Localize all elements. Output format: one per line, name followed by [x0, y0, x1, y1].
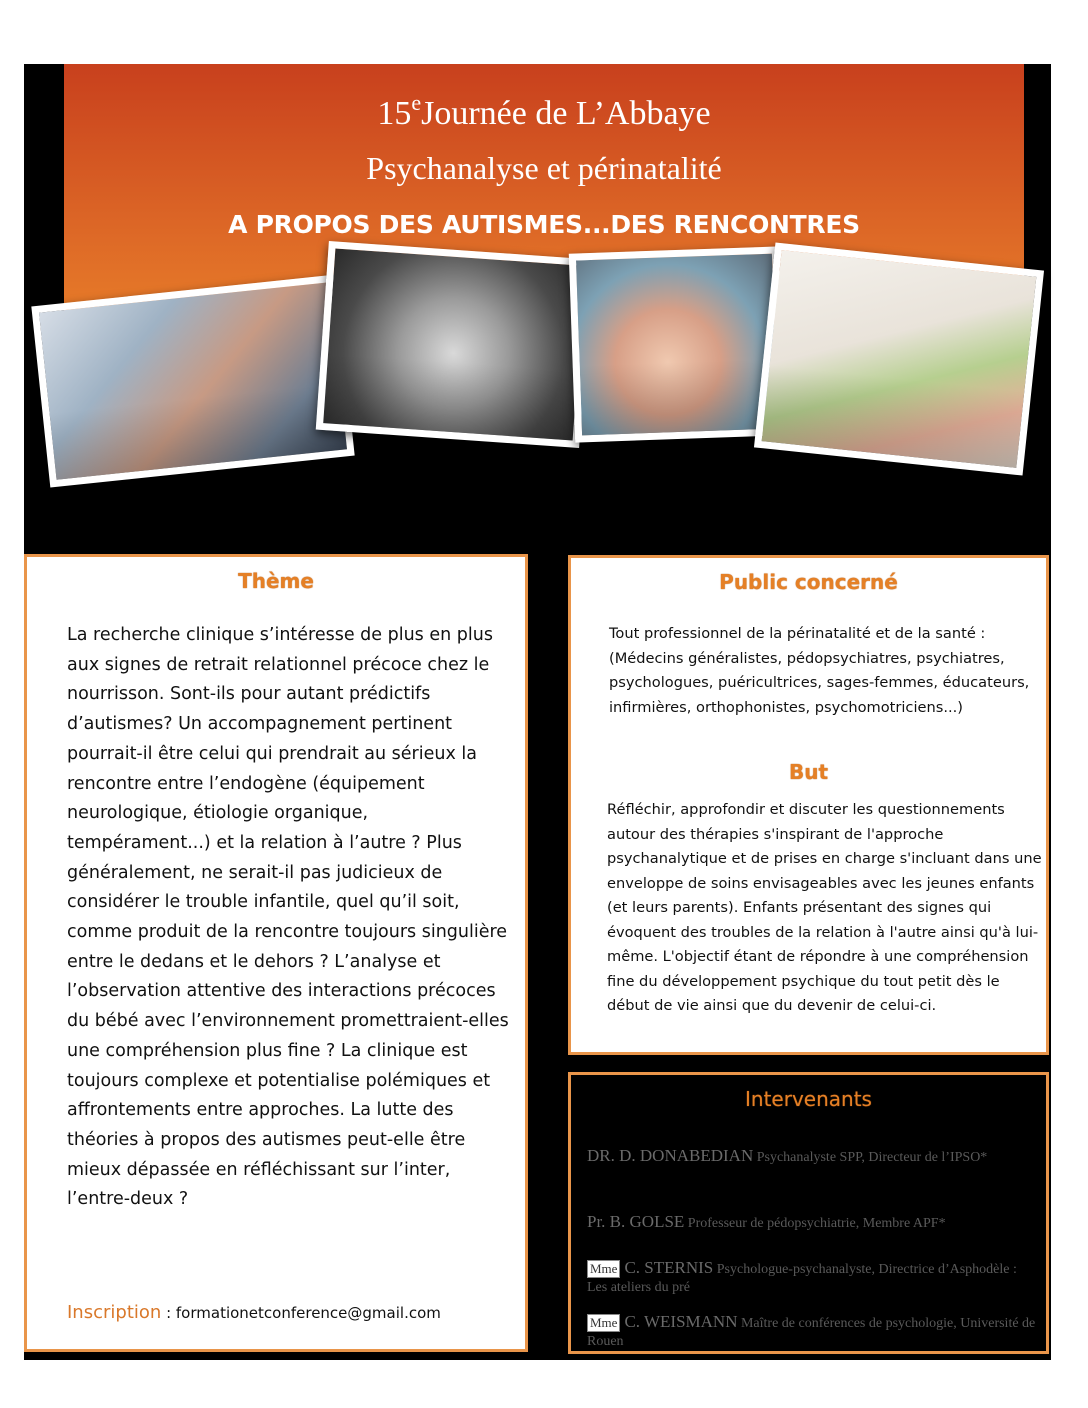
inscription-label: Inscription: [67, 1302, 162, 1323]
event-title: 15eJournée de L’Abbaye: [377, 90, 711, 132]
public-text: Tout professionnel de la périnatalité et de la santé : (Médecins généralistes, pédopsychiatres, psychiatres, psychologues, puéricultrices, sages-femmes, éducateurs, infirmières, orthophonistes, psychomotriciens...): [609, 625, 1030, 717]
theme-text: La recherche clinique s’intéresse de plus en plus aux signes de retrait relationnel précoce chez le nourrisson. Sont-ils pour autant prédictifs d’autismes? Un accompagnement pertinent pourrait-il être celui qui prendrait au sérieux la rencontre entre l’endogène (équipement neurologique, étiologie organique, tempérament...) et la relation à l’autre ? Plus généralement, ne serait-il pas judicieux de considérer le trouble infantile, quel qu’il soit, comme produit de la rencontre toujours singulière entre le dedans et le dehors ? L’analyse et l’observation attentive des interactions précoces du bébé avec l’environnement promettraient-elles une compréhension plus fine ? La clinique est toujours complexe et potentialise polémiques et affrontements entre approches. La lutte des théories à propos des autismes peut-elle être mieux dépassée en réfléchissant sur l’inter, l’entre-deux ?: [67, 625, 509, 1210]
intervenants-box: [568, 1072, 1049, 1354]
inscription-email[interactable]: formationetconference@gmail.com: [175, 1304, 441, 1322]
photo-child-playing: [754, 242, 1044, 475]
event-tagline: A PROPOS DES AUTISMES...DES RENCONTRES: [228, 210, 860, 239]
theme-box: [24, 554, 528, 1352]
speaker-sternis: Mme C. STERNIS Psychologue-psychanalyste, Directrice d’Asphodèle : Les ateliers du pré: [587, 1258, 1017, 1295]
photo-newborn-scale: [31, 275, 354, 488]
theme-heading: Thème: [238, 569, 314, 593]
speaker-golse: Pr. B. GOLSE Professeur de pédopsychiatrie, Membre APF*: [587, 1212, 946, 1231]
civility-badge: Mme: [587, 1260, 620, 1278]
civility-badge: Mme: [587, 1314, 620, 1332]
speaker-weismann: Mme C. WEISMANN Maître de conférences de psychologie, Université de Rouen: [587, 1312, 1036, 1349]
inscription-separator: :: [161, 1304, 176, 1322]
event-subtitle: Psychanalyse et périnatalité: [366, 150, 722, 186]
intervenants-heading: Intervenants: [745, 1087, 872, 1111]
inscription: [67, 1302, 441, 1323]
public-heading: Public concerné: [719, 570, 898, 594]
but-text: Réfléchir, approfondir et discuter les questionnements autour des thérapies s'inspirant de l'approche psychanalytique et de prises en charge s'incluant dans une enveloppe de soins envisageables avec les jeunes enfants (et leurs parents). Enfants présentant des signes qui évoquent des troubles de la relation à l'autre ainsi qu'à lui-même. L'objectif étant de répondre à une compréhension fine du développement psychique du tout petit dès le début de vie ainsi que du devenir de celui-ci.: [607, 801, 1042, 1014]
but-heading: But: [788, 760, 829, 784]
public-box: [568, 555, 1049, 1055]
photo-mother-kiss: [569, 246, 785, 442]
photo-baby-bw: [316, 241, 593, 448]
speaker-donabedian: DR. D. DONABEDIAN Psychanalyste SPP, Directeur de l’IPSO*: [587, 1146, 988, 1165]
